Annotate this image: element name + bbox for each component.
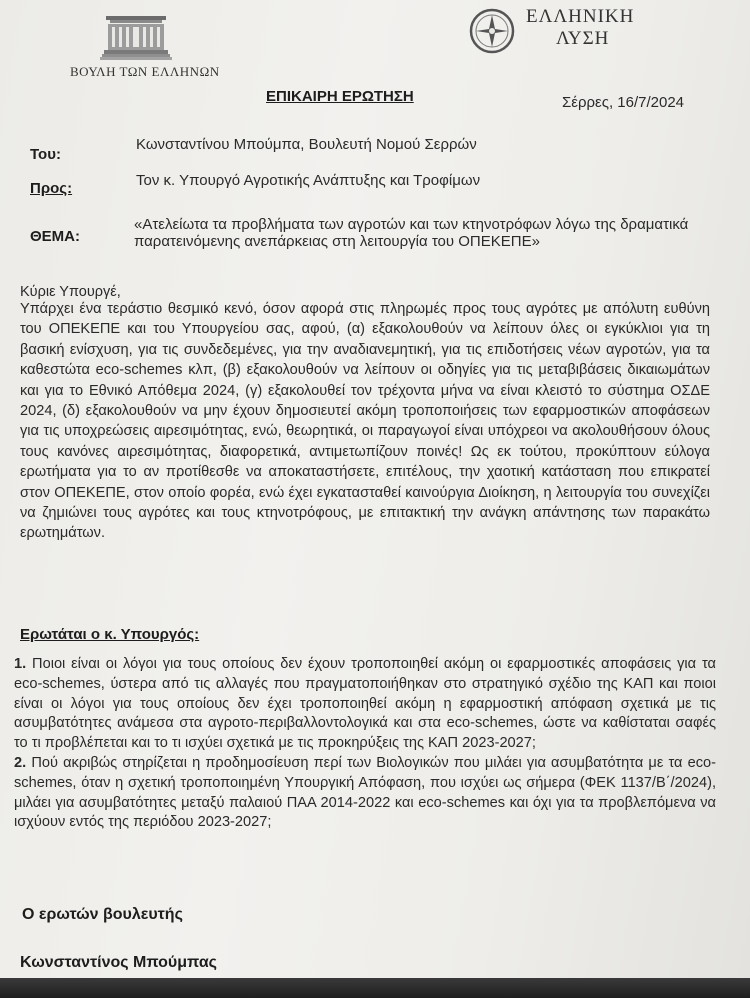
- questions-list: [14, 655, 716, 833]
- parliament-caption: ΒΟΥΛΗ ΤΩΝ ΕΛΛΗΝΩΝ: [70, 64, 220, 79]
- signature-role: Ο ερωτών βουλευτής: [22, 906, 183, 923]
- party-name: [526, 6, 634, 50]
- questions-heading: Ερωτάται ο κ. Υπουργός:: [20, 626, 200, 643]
- question-item-1: [14, 655, 716, 754]
- party-emblem-icon: [469, 8, 515, 54]
- question-number: 1.: [14, 656, 27, 672]
- from-label: Του:: [30, 146, 61, 163]
- signature-name: Κωνσταντίνος Μπούμπας: [20, 954, 217, 971]
- body-paragraph: Υπάρχει ένα τεράστιο θεσμικό κενό, όσον αφορά στις πληρωμές προς τους αγρότες με απόλυτη ευθύνη του ΟΠΕΚΕΠΕ και του Υπουργείου σας, αφού, (α) εξακολουθούν να λείπουν όλες οι εγκύκλιοι για τη βασική ενίσχυση, για τις συνδεδεμένες, για την αναδιανεμητική, για τις επιδοτήσεις νέων αγροτών, για τα καθεστώτα eco-schemes κλπ, (β) εξακολουθούν να λείπουν οι οδηγίες για τις μεταβιβάσεις δικαιωμάτων και για το Εθνικό Απόθεμα 2024, (γ) εξακολουθεί τον τρέχοντα μήνα να είναι κλειστό το σύστημα ΟΣΔΕ 2024, (δ) εξακολουθούν να μην έχουν δημοσιευτεί ακόμη τροποποιήσεις των εφαρμοστικών αποφάσεων για τις υποχρεώσεις αιρεσιμότητας, ενώ, θεωρητικά, οι παραγωγοί είναι υπόχρεοι να ακολουθήσουν όλους τους κανόνες αιρεσιμότητας, διαφορετικά, αντιμετωπίζουν ποινές! Ως εκ τούτου, προκύπτουν εύλογα ερωτήματα για το αν προτίθεσθε να αποκαταστήσετε, επιτέλους, την χαοτική κατάσταση που επικρατεί στον ΟΠΕΚΕΠΕ, στον οποίο φορέα, ενώ έχει εγκατασταθεί καινούργια Διοίκηση, η λειτουργία του συνεχίζει να ζημιώνει τους αγρότες και τους κτηνοτρόφους, με επιτακτική την ανάγκη απάντησης των παρακάτω ερωτημάτων.: [20, 301, 710, 542]
- subject-value: «Ατελείωτα τα προβλήματα των αγροτών και των κτηνοτρόφων λόγω της δραματικά παρατεινόμενης ανεπάρκειας στη λειτουργία του ΟΠΕΚΕΠΕ»: [134, 216, 689, 250]
- from-value: Κωνσταντίνου Μπούμπα, Βουλευτή Νομού Σερρών: [136, 136, 477, 153]
- question-number: 2.: [14, 754, 27, 771]
- document-title: ΕΠΙΚΑΙΡΗ ΕΡΩΤΗΣΗ: [266, 88, 414, 105]
- salutation: Κύριε Υπουργέ,: [20, 284, 121, 300]
- bottom-shadow: [0, 978, 750, 998]
- question-text: Ποιοι είναι οι λόγοι για τους οποίους δεν έχουν τροποποιηθεί ακόμη οι εφαρμοστικές αποφάσεις για τα eco-schemes, ύστερα από τις αλλαγές που πραγματοποιήθηκαν στο στρατηγικό σχέδιο της ΚΑΠ και ποιοι είναι οι λόγοι για τους οποίους δεν έχει τροποποιηθεί ακόμη η εφαρμοστική απόφαση σχετικά με τις ασυμβατότητες ανάμεσα στα αγροτο-περιβαλλοντολογικά και στα eco-schemes, ώστε να καθίσταται σαφές το τι προβλέπεται και το τι ισχύει σχετικά με τις προκηρύξεις της ΚΑΠ 2023-2027;: [14, 656, 716, 752]
- to-value: Τον κ. Υπουργό Αγροτικής Ανάπτυξης και Τροφίμων: [136, 172, 481, 189]
- question-text: Πού ακριβώς στηρίζεται η προδημοσίευση περί των Βιολογικών που μιλάει για ασυμβατότητα με τα eco-schemes, όταν η σχετική τροποποιημένη Υπουργική Απόφαση, που ισχύει ως σήμερα (ΦΕΚ 1137/Β΄/2024), μιλάει για ασυμβατότητες μεταξύ παλαιού ΠΑΑ 2014-2022 και eco-schemes και όχι για τα προβλεπόμενα να ισχύουν εντός της περιόδου 2023-2027;: [14, 754, 716, 831]
- document-date: Σέρρες, 16/7/2024: [562, 94, 685, 111]
- parliament-building-logo: [100, 14, 172, 64]
- party-name-line2: ΛΥΣΗ: [556, 28, 610, 49]
- question-item-2: [14, 754, 716, 833]
- to-label: Προς:: [30, 180, 73, 197]
- party-name-line1: ΕΛΛΗΝΙΚΗ: [526, 6, 635, 27]
- subject-label: ΘΕΜΑ:: [30, 228, 80, 245]
